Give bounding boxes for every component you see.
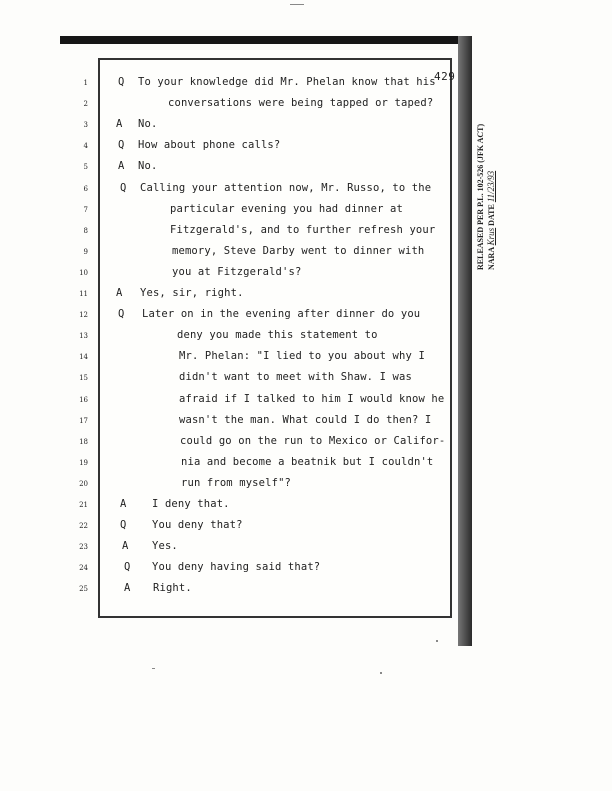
line-number: 5 (83, 163, 88, 172)
line-number: 17 (79, 416, 88, 425)
line-number: 8 (83, 226, 88, 235)
transcript-line-text: You deny having said that? (152, 561, 321, 574)
transcript-line-text: you at Fitzgerald's? (172, 265, 302, 278)
speaker-label: A (122, 540, 129, 553)
stamp-initials-signature: Krus (486, 227, 496, 246)
speaker-label: A (124, 582, 131, 595)
speaker-label: Q (124, 561, 131, 574)
transcript-line-text: No. (138, 160, 158, 173)
line-number: 16 (79, 395, 88, 404)
speaker-label: Q (120, 519, 127, 532)
transcript-line-text: You deny that? (152, 519, 243, 532)
line-number: 7 (83, 205, 88, 214)
transcript-line-text: To your knowledge did Mr. Phelan know that his (138, 76, 436, 88)
transcript-line-text: Right. (153, 582, 192, 595)
speaker-label: Q (118, 76, 125, 88)
scan-speck (290, 4, 304, 5)
line-number: 22 (79, 522, 88, 531)
speaker-label: A (120, 498, 127, 510)
transcript-line-text: Later on in the evening after dinner do you (142, 308, 421, 321)
transcript-line-text: afraid if I talked to him I would know he (179, 392, 445, 405)
line-number: 9 (83, 247, 88, 256)
transcript-line-text: deny you made this statement to (177, 329, 378, 342)
transcript-line-text: could go on the run to Mexico or Califor- (180, 434, 446, 447)
line-number: 24 (79, 564, 88, 573)
line-number: 6 (83, 184, 88, 193)
stamp-date-value: 11/23/93 (486, 170, 496, 203)
transcript-line-text: I deny that. (152, 498, 230, 510)
transcript-line-text: Fitzgerald's, and to further refresh your (170, 223, 436, 236)
transcript-line-text: didn't want to meet with Shaw. I was (179, 371, 412, 384)
speaker-label: A (118, 160, 125, 173)
line-number: 13 (79, 332, 88, 341)
scan-right-shadow (458, 36, 472, 646)
page-number: 429 (434, 70, 456, 83)
scan-speck (380, 672, 382, 674)
transcript-line-text: Calling your attention now, Mr. Russo, to the (140, 181, 432, 194)
speaker-label: Q (118, 308, 125, 321)
transcript-line-text: No. (138, 118, 158, 131)
transcript-line-text: wasn't the man. What could I do then? I (179, 413, 432, 426)
line-number: 3 (83, 121, 88, 130)
scan-speck (436, 640, 438, 642)
transcript-line-text: memory, Steve Darby went to dinner with (172, 244, 425, 257)
line-number: 15 (79, 374, 88, 383)
transcript-line-text: Yes. (152, 540, 178, 553)
line-number: 4 (83, 142, 88, 151)
line-number: 1 (83, 79, 88, 87)
line-number: 18 (79, 437, 88, 446)
line-number: 12 (79, 311, 88, 320)
speaker-label: Q (120, 181, 127, 194)
line-number: 20 (79, 479, 88, 488)
line-number: 2 (83, 100, 88, 109)
release-stamp-line1: RELEASED PER P.L. 102-526 (JFK ACT) (476, 123, 485, 270)
transcript-line-text: particular evening you had dinner at (170, 202, 403, 215)
transcript-line-text: conversations were being tapped or taped? (168, 97, 434, 110)
speaker-label: Q (118, 139, 125, 152)
line-number: 19 (79, 458, 88, 467)
line-number: 14 (79, 353, 88, 362)
line-number: 10 (79, 268, 88, 277)
line-number: 23 (79, 543, 88, 552)
transcript-line-text: Mr. Phelan: "I lied to you about why I (179, 350, 425, 363)
release-stamp (476, 124, 497, 270)
transcript-line-text: Yes, sir, right. (140, 287, 244, 299)
release-stamp-line2 (486, 124, 497, 270)
speaker-label: A (116, 287, 123, 299)
stamp-nara-label: NARA (487, 247, 496, 270)
speaker-label: A (116, 118, 123, 131)
scan-top-bar (60, 36, 472, 44)
scan-speck (152, 668, 155, 669)
stamp-date-label: DATE (487, 204, 496, 226)
line-number: 11 (79, 290, 88, 298)
line-number: 21 (79, 501, 88, 509)
transcript-line-text: nia and become a beatnik but I couldn't (181, 455, 434, 468)
transcript-line-text: How about phone calls? (138, 139, 281, 152)
line-number: 25 (79, 585, 88, 594)
transcript-line-text: run from myself"? (181, 476, 292, 489)
